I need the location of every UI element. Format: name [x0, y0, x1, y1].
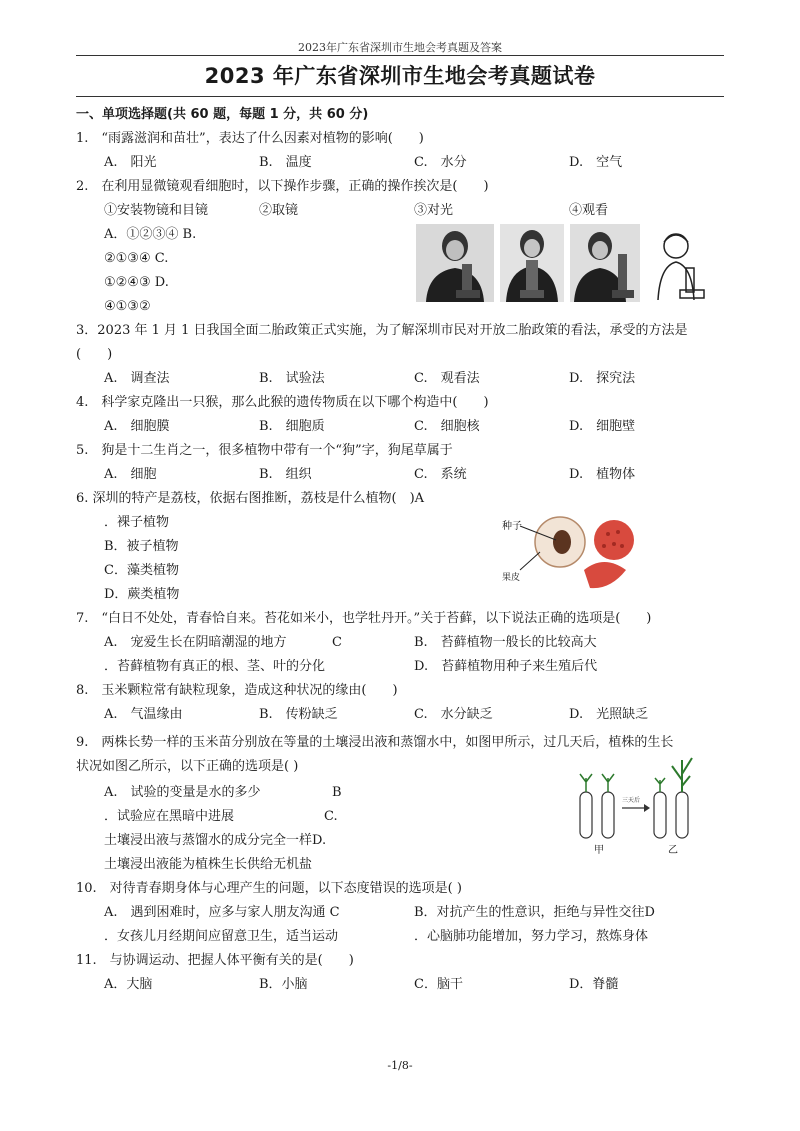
arrow [622, 796, 650, 812]
corn-seedling-figure [572, 752, 700, 858]
q5-option-c: C. 系统 [414, 467, 467, 482]
q9-stem-cont: 状况如图乙所示，以下正确的选项是( ) [76, 759, 299, 774]
label-peel: 果皮 [502, 573, 521, 583]
q7-stem: 7. “白日不处处，青春恰自来。苔花如米小，也学牡丹开。”关于苔藓，以下说法正确的选项是( ) [76, 611, 652, 626]
q9-option-b: ．试验应在黑暗中进展 [104, 809, 235, 824]
q3-option-c: C. 观看法 [414, 371, 480, 386]
q2-option-line-2: ②①③④ C. [104, 251, 169, 266]
q4-option-c: C. 细胞核 [414, 419, 480, 434]
q9-stem: 9. 两株长势一样的玉米苗分别放在等量的土壤浸出液和蒸馏水中，如图甲所示，过几天后，植株的生长 [76, 735, 674, 750]
microscope-photo-1 [416, 224, 494, 302]
test-tube-1 [580, 774, 592, 838]
q7-option-a: A. 宠爱生长在阴暗潮湿的地方 [104, 635, 287, 650]
q10-option-b: B．对抗产生的性意识，拒绝与异性交往D [414, 905, 655, 920]
q7-option-b: B. 苔藓植物一般长的比较高大 [414, 635, 597, 650]
title-rule [76, 96, 724, 97]
lychee-cut-half [535, 517, 585, 567]
test-tube-3 [654, 778, 666, 838]
q9-option-a: A. 试验的变量是水的多少 [104, 785, 261, 800]
q7-option-d: D. 苔藓植物用种子来生殖后代 [414, 659, 598, 674]
q11-option-a: A．大脑 [104, 977, 153, 992]
label-jia: 甲 [594, 845, 604, 856]
q6-option-c: C．藻类植物 [104, 563, 179, 578]
q2-step-3: ③对光 [414, 203, 454, 218]
q1-option-d: D. 空气 [569, 155, 623, 170]
q4-stem: 4. 科学家克隆出一只猴，那么此猴的遗传物质在以下哪个构造中( ) [76, 395, 489, 410]
microscope-steps-figure [416, 224, 726, 304]
microscope-photo-2 [500, 224, 564, 302]
q3-option-a: A. 调查法 [104, 371, 170, 386]
q2-step-4: ④观看 [569, 203, 609, 218]
q6-option-a: ．裸子植物 [104, 515, 170, 530]
q11-option-c: C．脑干 [414, 977, 463, 992]
q6-option-b: B．被子植物 [104, 539, 179, 554]
q8-option-a: A. 气温缘由 [104, 707, 183, 722]
running-header: 2023年广东省深圳市生地会考真题及答案 [298, 41, 502, 54]
lychee-figure [500, 508, 640, 594]
q11-option-d: D．脊髓 [569, 977, 619, 992]
q2-step-2: ②取镜 [259, 203, 299, 218]
label-yi: 乙 [668, 845, 678, 856]
test-tube-4 [672, 758, 692, 838]
test-tube-2 [602, 774, 614, 838]
q2-stem: 2. 在利用显微镜观看细胞时，以下操作步骤，正确的操作挨次是( ) [76, 179, 489, 194]
q1-option-c: C. 水分 [414, 155, 467, 170]
label-after-days: 三天后 [622, 797, 641, 804]
header-rule [76, 55, 724, 56]
q3-option-b: B. 试验法 [259, 371, 325, 386]
q2-option-line-3: ①②④③ D. [104, 275, 169, 290]
q3-stem-cont: ( ) [76, 347, 113, 362]
q8-option-c: C. 水分缺乏 [414, 707, 493, 722]
q6-option-d: D．蕨类植物 [104, 587, 180, 602]
q7-option-c: ．苔藓植物有真正的根、茎、叶的分化 [104, 659, 326, 674]
q10-option-d: ．心脑肺功能增加，努力学习，熬炼身体 [414, 929, 649, 944]
q8-option-d: D. 光照缺乏 [569, 707, 649, 722]
q5-stem: 5. 狗是十二生肖之一，很多植物中带有一个“狗”字，狗尾草属于 [76, 443, 453, 458]
q8-option-b: B. 传粉缺乏 [259, 707, 338, 722]
q11-stem: 11. 与协调运动、把握人体平衡有关的是( ) [76, 953, 354, 968]
q9-option-b-label: B [332, 785, 342, 800]
q2-option-line-4: ④①③② [104, 299, 151, 314]
q2-step-1: ①安装物镜和目镜 [104, 203, 209, 218]
q4-option-a: A. 细胞膜 [104, 419, 170, 434]
q10-option-c: ．女孩儿月经期间应留意卫生，适当运动 [104, 929, 339, 944]
q1-stem: 1. “雨露滋润和苗壮”，表达了什么因素对植物的影响( ) [76, 131, 424, 146]
q4-option-d: D. 细胞壁 [569, 419, 636, 434]
q10-stem: 10. 对待青春期身体与心理产生的问题，以下态度错误的选项是( ) [76, 881, 462, 896]
page-title: 2023 年广东省深圳市生地会考真题试卷 [204, 64, 596, 88]
q5-option-d: D. 植物体 [569, 467, 636, 482]
q2-option-line-1: A．①②③④ B. [104, 227, 197, 242]
q3-stem: 3．2023 年 1 月 1 日我国全面二胎政策正式实施，为了解深圳市民对开放二胎政策的看法，承受的方法是 [76, 323, 688, 338]
page-number: -1/8- [387, 1059, 413, 1072]
q6-stem: 6. 深圳的特产是荔枝，依据右图推断，荔枝是什么植物( )A [76, 491, 425, 506]
q3-option-d: D. 探究法 [569, 371, 636, 386]
q11-option-b: B．小脑 [259, 977, 308, 992]
q9-option-c: 土壤浸出液与蒸馏水的成分完全一样D. [104, 833, 327, 848]
microscope-photo-3 [570, 224, 640, 302]
microscope-sketch [658, 234, 704, 300]
q5-option-a: A. 细胞 [104, 467, 157, 482]
q1-option-b: B. 温度 [259, 155, 312, 170]
q9-option-c-label: C. [324, 809, 338, 824]
q1-option-a: A. 阳光 [104, 155, 157, 170]
q9-option-d: 土壤浸出液能为植株生长供给无机盐 [104, 857, 313, 872]
lychee-whole [594, 520, 634, 560]
section-heading: 一、单项选择题(共 60 题，每题 1 分，共 60 分) [76, 107, 369, 122]
q10-option-a: A. 遇到困难时，应多与家人朋友沟通 C [104, 905, 340, 920]
lychee-peel-piece [584, 562, 626, 588]
q8-stem: 8. 玉米颗粒常有缺粒现象，造成这种状况的缘由( ) [76, 683, 398, 698]
q7-option-c-label: C [332, 635, 342, 650]
q5-option-b: B. 组织 [259, 467, 312, 482]
label-seed: 种子 [502, 521, 522, 532]
q4-option-b: B. 细胞质 [259, 419, 325, 434]
